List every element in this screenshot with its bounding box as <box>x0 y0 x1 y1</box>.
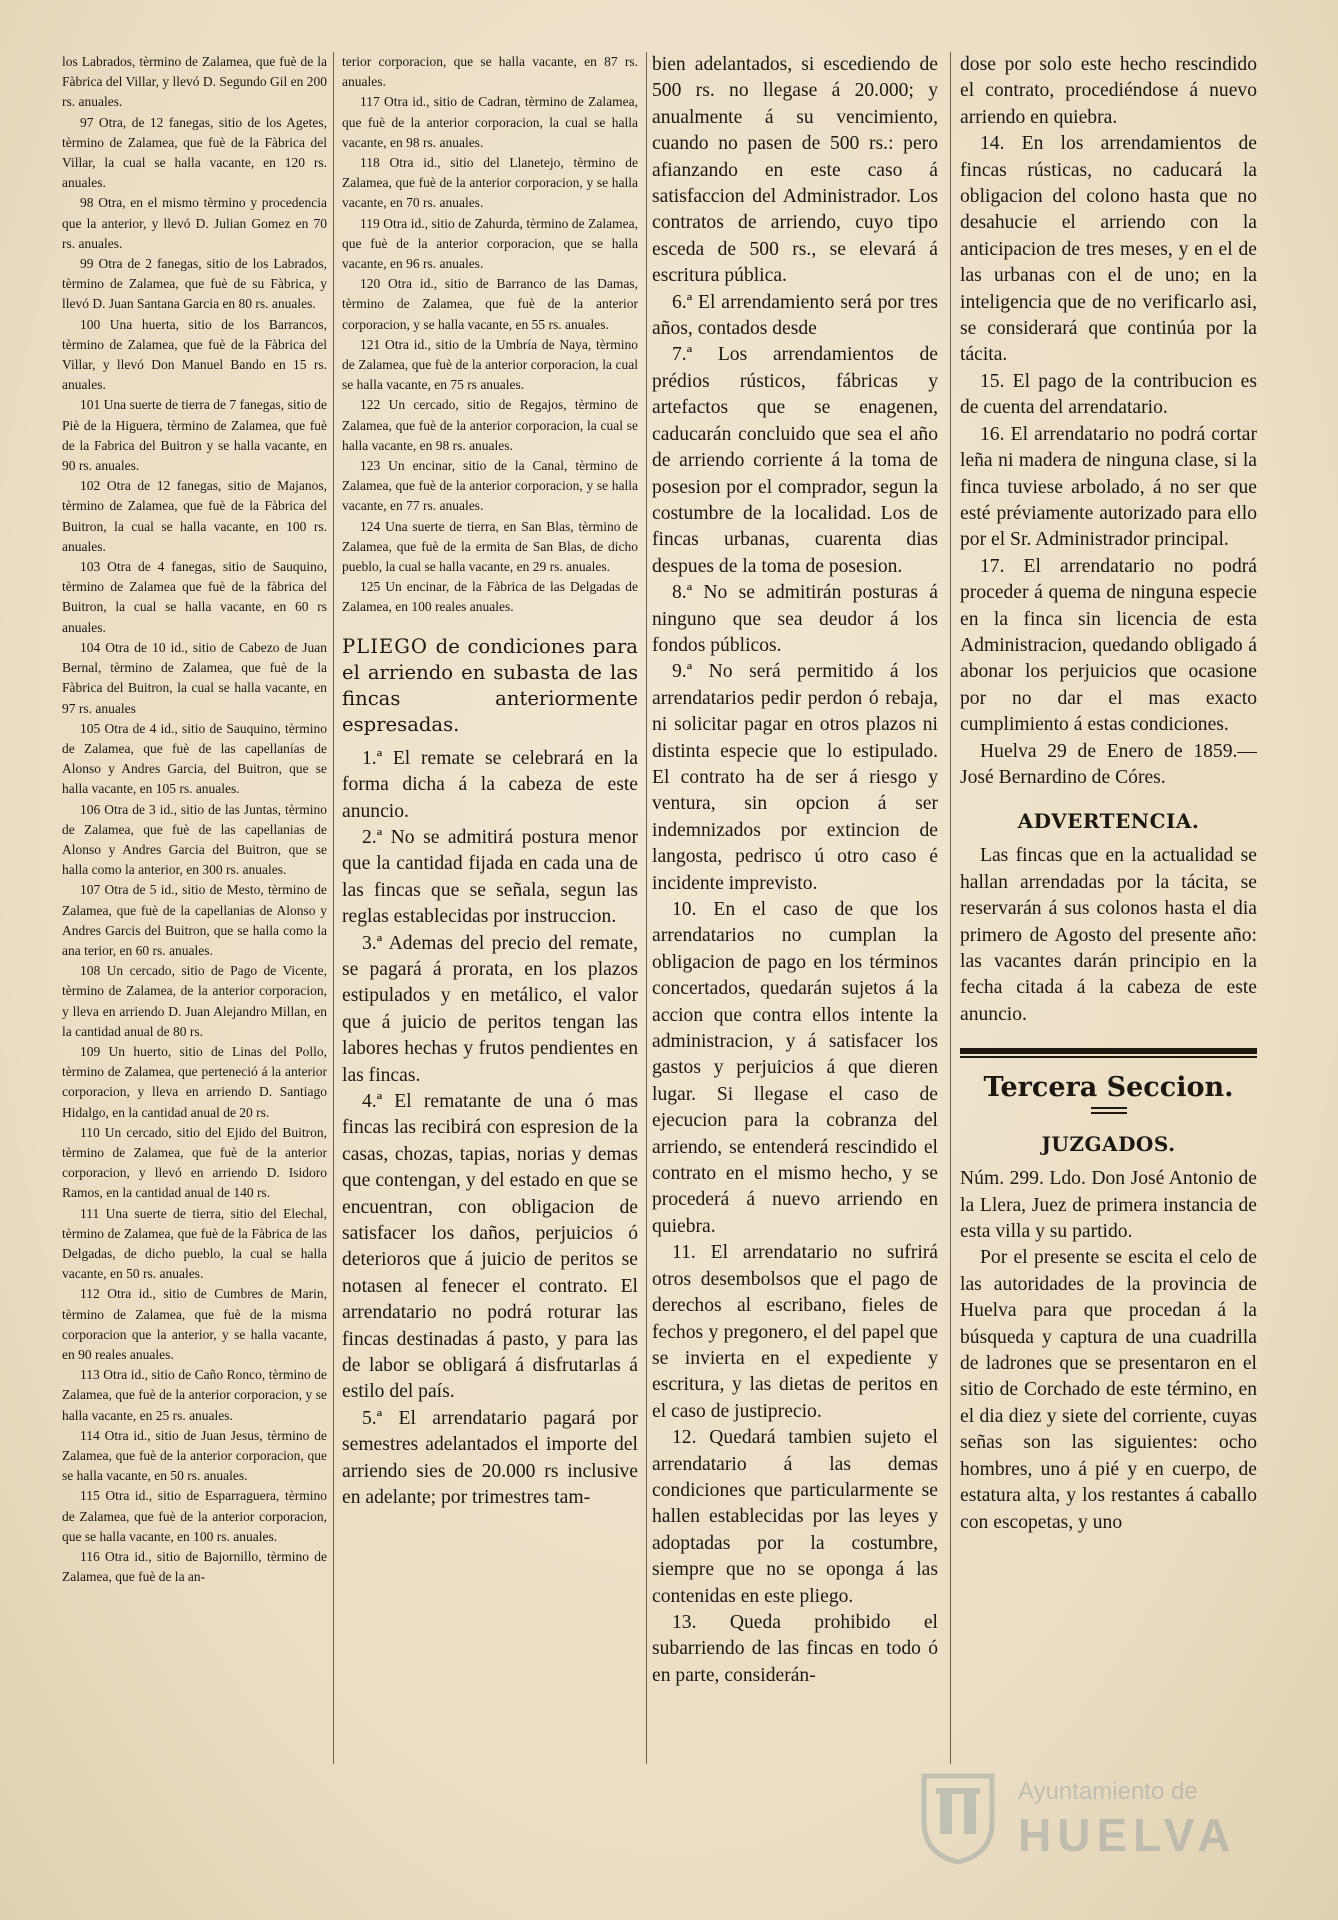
list-entry: 102 Otra de 12 fanegas, sitio de Majanos, tèrmino de Zalamea, que fuè de la Fàbrica del Buitron, la cual se halla vacante, en 100 rs. anuales. <box>62 478 327 554</box>
list-entry: 110 Un cercado, sitio del Ejido del Buitron, tèrmino de Zalamea, que fuè de la anterior corporacion, y llevó en arriendo D. Isidoro Ramos, en la cantidad anual de 140 rs. <box>62 1124 327 1201</box>
list-entry: 108 Un cercado, sitio de Pago de Vicente, tèrmino de Zalamea, de la anterior corporacion, y lleva en arriendo D. Juan Alejandro Millan, en la cantidad anual de 80 rs. <box>62 963 327 1039</box>
condition: 15. El pago de la contribucion es de cuenta del arrendatario. <box>960 370 1257 419</box>
list-entry: 120 Otra id., sitio de Barranco de las Damas, tèrmino de Zalamea, que fuè de la anterior corporacion, y se halla vacante, en 55 rs. anuales. <box>342 276 638 332</box>
condition: 9.ª No será permitido á los arrendatarios pedir perdon ó rebaja, ni solicitar pagar en otros plazos ni distinta especie que lo estipulado. El contrato ha de ser á riesgo y ventura, sin opcion á ser indemnizados por extincion de langosta, pedrisco ú otro caso é incidente imprevisto. <box>652 661 938 894</box>
list-entry: 103 Otra de 4 fanegas, sitio de Sauquino, tèrmino de Zalamea que fuè de la fàbrica del Buitron, la cual se halla vacante, en 60 rs anuales. <box>62 559 327 635</box>
condition: 10. En el caso de que los arrendatarios no cumplan la obligacion de pago en los términos concertados, quedarán sujetos á la accion que contra ellos intente la administracion, y á satisfacer los gastos y perjuicios á que dieren lugar. Si llegase el caso de ejecucion para la cobranza del arriendo, se entenderá rescindido el contrato en el mismo hecho, y se procederá á nuevo arriendo en quiebra. <box>652 899 938 1237</box>
list-entry: 119 Otra id., sitio de Zahurda, tèrmino de Zalamea, que fuè de la anterior corporacion, que se halla vacante, en 96 rs. anuales. <box>342 215 638 272</box>
list-entry: 98 Otra, en el mismo tèrmino y procedencia que la anterior, y llevó D. Julian Gomez en 70 rs. anuales. <box>62 195 327 251</box>
column-3-conditions <box>652 52 938 1804</box>
advertencia-heading: ADVERTENCIA. <box>1017 809 1200 834</box>
juzgados-body <box>960 1166 1257 1536</box>
property-list-continued <box>342 52 638 618</box>
list-entry: 113 Otra id., sitio de Caño Ronco, tèrmino de Zalamea, que fuè de la anterior corporacion, y se halla vacante, en 25 rs. anuales. <box>62 1367 327 1423</box>
list-entry: terior corporacion, que se halla vacante, en 87 rs. anuales. <box>342 54 638 90</box>
list-entry: los Labrados, tèrmino de Zalamea, que fuè de la Fàbrica del Villar, y llevó D. Segundo Gil en 200 rs. anuales. <box>62 54 327 110</box>
double-rule-ornament <box>1091 1107 1127 1114</box>
condition: dose por solo este hecho rescindido el contrato, procediéndose á nuevo arriendo en quiebra. <box>960 54 1257 128</box>
list-entry: 111 Una suerte de tierra, sitio del Elechal, tèrmino de Zalamea, que fuè de la Fàbrica de las Delgadas, de dicho pueblo, la cual se halla vacante, en 50 rs. anuales. <box>62 1205 327 1282</box>
notice-text: Por el presente se escita el celo de las autoridades de la provincia de Huelva para que procedan á la búsqueda y captura de una cuadrilla de ladrones que se presentaron en el sitio de Corchado de este término, en el dia diez y siete del corriente, cuyas señas son las siguientes: ocho hombres, uno á pié y en cuerpo, de estatura alta, y los restantes á caballo con escopetas, y uno <box>960 1247 1257 1533</box>
condition: bien adelantados, si escediendo de 500 rs. no llegase á 20.000; y anualmente á su vencimiento, cuando no pasen de 500 rs.: pero afianzando en este caso á satisfaccion del Administrador. Los contratos de arriendo, cuyo tipo esceda de 500 rs., se elevará á escritura pública. <box>652 54 938 287</box>
condition: 2.ª No se admitirá postura menor que la cantidad fijada en cada una de las fincas que se señala, segun las reglas establecidas por instruccion. <box>342 826 638 928</box>
column-divider <box>333 52 334 1764</box>
advertencia-body <box>960 843 1257 1028</box>
list-entry: 118 Otra id., sitio del Llanetejo, tèrmino de Zalamea, que fuè de la anterior corporacion, y se halla vacante, en 70 rs. anuales. <box>342 155 638 211</box>
list-entry: 114 Otra id., sitio de Juan Jesus, tèrmino de Zalamea, que fuè de la anterior corporacion, que se halla vacante, en 50 rs. anuales. <box>62 1427 327 1484</box>
notice-number: Núm. 299. Ldo. Don José Antonio de la Llera, Juez de primera instancia de esta villa y su partido. <box>960 1168 1257 1243</box>
list-entry: 115 Otra id., sitio de Esparraguera, tèrmino de Zalamea, que fuè de la anterior corporacion, que se halla vacante, en 100 rs. anuales. <box>62 1488 327 1544</box>
list-entry: 121 Otra id., sitio de la Umbría de Naya, tèrmino de Zalamea, que fuè de la anterior corporacion, la cual se halla vacante, en 75 rs anuales. <box>342 336 638 393</box>
condition: 11. El arrendatario no sufrirá otros desembolsos que el pago de derechos al escribano, fieles de fechos y pregonero, el del papel que se invierta en el expediente y escritura, y las dietas de peritos en el caso de justiprecio. <box>652 1242 938 1422</box>
pliego-word: PLIEGO <box>342 634 428 658</box>
condition: 6.ª El arrendamiento será por tres años, contados desde <box>652 291 938 340</box>
signature: Huelva 29 de Enero de 1859.—José Bernardino de Córes. <box>960 740 1257 788</box>
condition: 17. El arrendatario no podrá proceder á quema de ninguna especie en la finca sin licencia de esta Administracion, quedando obligado á abonar los perjuicios que ocasione por no dar el mas exacto cumplimiento á estas condiciones. <box>960 555 1257 736</box>
condition: 5.ª El arrendatario pagará por semestres adelantados el importe del arriendo sies de 20.000 rs inclusive en adelante; por trimestres tam- <box>342 1407 638 1509</box>
list-entry: 116 Otra id., sitio de Bajornillo, tèrmino de Zalamea, que fuè de la an- <box>62 1549 327 1585</box>
juzgados-heading: JUZGADOS. <box>1041 1132 1176 1157</box>
list-entry: 112 Otra id., sitio de Cumbres de Marin, tèrmino de Zalamea, que fuè de la misma corporacion que la anterior, y se halla vacante, en 90 reales anuales. <box>62 1286 327 1362</box>
section-title: Tercera Seccion. <box>983 1072 1234 1104</box>
condition: 8.ª No se admitirán posturas á ninguno que sea deudor á los fondos públicos. <box>652 582 938 656</box>
conditions-list-end <box>960 52 1257 791</box>
condition: 16. El arrendatario no podrá cortar leña ni madera de ninguna clase, si la finca tuviese arbolado, á no ser que esté préviamente autorizado para ello por el Sr. Administrador principal. <box>960 423 1257 551</box>
list-entry: 97 Otra, de 12 fanegas, sitio de los Agetes, tèrmino de Zalamea, que fuè de la Fàbrica del Villar, la cual se halla vacante, en 120 rs. anuales. <box>62 114 327 191</box>
condition: 1.ª El remate se celebrará en la forma dicha á la cabeza de este anuncio. <box>342 747 638 822</box>
column-divider <box>646 52 647 1764</box>
list-entry: 125 Un encinar, de la Fàbrica de las Delgadas de Zalamea, en 100 reales anuales. <box>342 579 638 615</box>
condition: 3.ª Ademas del precio del remate, se pagará á prorata, en los plazos estipulados y en metálico, el valor que á juicio de peritos tengan las labores hechas y frutos pendientes en las fincas. <box>342 932 638 1086</box>
condition: 7.ª Los arrendamientos de prédios rústicos, fábricas y artefactos que se enagenen, caducarán concluido que sea el año de arriendo corriente á la toma de posesion por el comprador, segun la costumbre de la localidad. Los de fincas urbanas, cuarenta dias despues de la toma de posesion. <box>652 344 938 577</box>
city-shield-icon <box>918 1770 998 1866</box>
condition: 4.ª El rematante de una ó mas fincas las recibirá con espresion de la casas, chozas, tapias, norias y demas que contengan, y del estado en que se encuentran, con obligacion de satisfacer los daños, perjuicios ó deterioros que á juicio de peritos se notasen al fenecer el contrato. El arrendatario no podrá roturar las fincas destinadas á pasto, y para las de labor se obligará á disfrutarlas á estilo del país. <box>342 1090 638 1403</box>
watermark-line1: Ayuntamiento de <box>1018 1778 1198 1805</box>
list-entry: 104 Otra de 10 id., sitio de Cabezo de Juan Bernal, tèrmino de Zalamea, que fuè de la Fàbrica del Buitron, la cual se halla vacante, en 97 rs. anuales <box>62 639 327 716</box>
list-entry: 106 Otra de 3 id., sitio de las Juntas, tèrmino de Zalamea, que fuè de las capellanias de Alonso y Andres Garcia del Buitron, que se halla como la anterior, en 300 rs. anuales. <box>62 801 327 878</box>
section-rule-thick <box>960 1048 1257 1054</box>
list-entry: 123 Un encinar, sitio de la Canal, tèrmino de Zalamea, que fuè de la anterior corporacion, y se halla vacante, en 77 rs. anuales. <box>342 458 638 514</box>
pliego-heading <box>342 634 638 738</box>
column-1-property-list <box>62 52 327 1764</box>
condition: 13. Queda prohibido el subarriendo de las fincas en todo ó en parte, considerán- <box>652 1611 938 1686</box>
column-divider <box>950 52 951 1764</box>
column-2 <box>342 52 638 1804</box>
list-entry: 99 Otra de 2 fanegas, sitio de los Labrados, tèrmino de Zalamea, que fuè de su Fàbrica, y llevó D. Juan Santana Garcia en 80 rs. anuales. <box>62 256 327 312</box>
list-entry: 122 Un cercado, sitio de Regajos, tèrmino de Zalamea, que fuè de la anterior corporacion, la cual se halla vacante, en 98 rs. anuales. <box>342 397 638 453</box>
list-entry: 107 Otra de 5 id., sitio de Mesto, tèrmino de Zalamea, que fuè de la capellanias de Alonso y Andres Garcis del Buitron, que se halla como la ana terior, en 60 rs. anuales. <box>62 882 327 958</box>
column-4 <box>960 52 1257 1804</box>
list-entry: 124 Una suerte de tierra, en San Blas, tèrmino de Zalamea, que fuè de la ermita de San Blas, de dicho pueblo, la cual se halla vacante, en 29 rs. anuales. <box>342 518 638 575</box>
list-entry: 100 Una huerta, sitio de los Barrancos, tèrmino de Zalamea, que fuè de la Fàbrica del Villar, y llevó Don Manuel Bando en 15 rs. anuales. <box>62 316 327 393</box>
pliego-subtitle: de condiciones para el arriendo en subasta de las fincas anteriormente espresadas. <box>342 634 638 736</box>
condition: 14. En los arrendamientos de fincas rústicas, no caducará la obligacion del colono hasta que no desahucie el arriendo con la anticipacion de tres meses, y en el de las urbanas con el de uno; en la inteligencia que de no verificarlo asi, se considerará que continúa por la tácita. <box>960 133 1257 366</box>
condition: 12. Quedará tambien sujeto el arrendatario á las demas condiciones que particularmente se hallen establecidas por las leyes y adoptadas por la costumbre, siempre que no se oponga á las contenidas en este pliego. <box>652 1427 938 1607</box>
advertencia-text: Las fincas que en la actualidad se hallan arrendadas por la tácita, se reservarán á sus colonos hasta el dia primero de Agosto del presente año: las vacantes darán principio en la fecha citada á la cabeza de este anuncio. <box>960 845 1257 1025</box>
list-entry: 105 Otra de 4 id., sitio de Sauquino, tèrmino de Zalamea, que fuè de las capellanías de Alonso y Andres Garcia, del Buitron, que se halla vacante, en 105 rs. anuales. <box>62 720 327 797</box>
conditions-list <box>342 746 638 1512</box>
list-entry: 101 Una suerte de tierra de 7 fanegas, sitio de Piè de la Higuera, tèrmino de Zalamea, que fuè de la Fabrica del Buitron y se halla vacante, en 90 rs. anuales. <box>62 397 327 474</box>
section-rule-thin <box>960 1056 1257 1058</box>
list-entry: 109 Un huerto, sitio de Linas del Pollo, tèrmino de Zalamea, que perteneció á la anterior corporacion, y lleva en arriendo D. Santiago Hidalgo, en la cantidad anual de 20 rs. <box>62 1043 327 1120</box>
watermark-line2: HUELVA <box>1018 1809 1237 1861</box>
huelva-watermark <box>918 1770 1248 1866</box>
list-entry: 117 Otra id., sitio de Cadran, tèrmino de Zalamea, que fuè de la anterior corporacion, la cual se halla vacante, en 98 rs. anuales. <box>342 94 638 150</box>
